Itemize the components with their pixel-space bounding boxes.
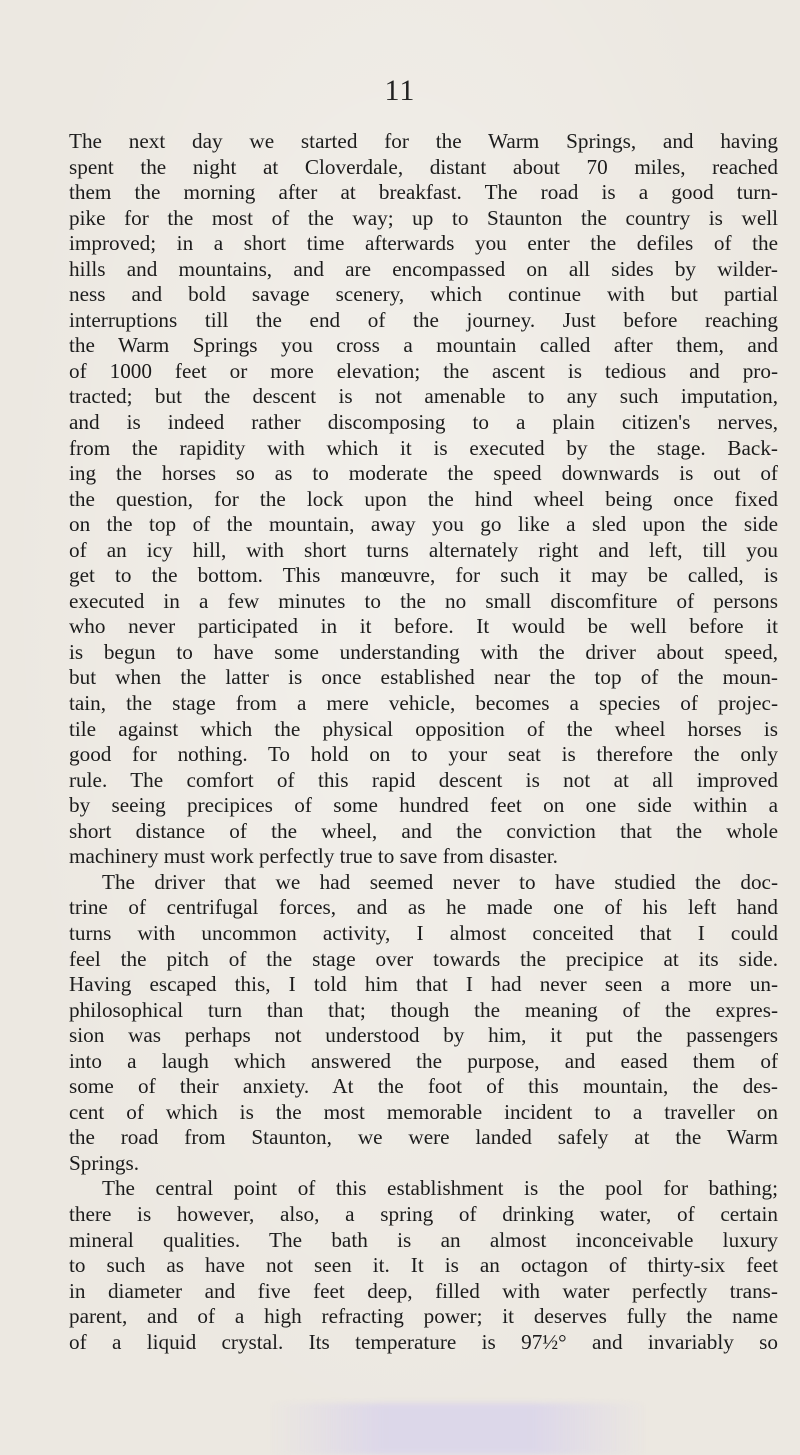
text-line: of a liquid crystal. Its temperature is 97½° and invariably so [69, 1329, 778, 1354]
text-line: some of their anxiety. At the foot of this mountain, the des- [69, 1074, 778, 1099]
text-line: rule. The comfort of this rapid descent is not at all improved [69, 767, 778, 792]
text-line: good for nothing. To hold on to your seat is therefore the only [69, 742, 778, 767]
text-line: feel the pitch of the stage over towards the precipice at its side. [69, 946, 778, 971]
text-line: tile against which the physical opposition of the wheel horses is [69, 716, 778, 741]
text-line: and is indeed rather discomposing to a plain citizen's nerves, [69, 410, 778, 435]
body-text [69, 129, 778, 1381]
text-line: Springs. [69, 1150, 140, 1175]
text-line: there is however, also, a spring of drinking water, of certain [69, 1201, 778, 1226]
text-line: mineral qualities. The bath is an almost inconceivable luxury [69, 1227, 778, 1252]
text-line: machinery must work perfectly true to save from disaster. [69, 844, 558, 869]
text-line: short distance of the wheel, and the conviction that the whole [69, 818, 778, 843]
text-line: but when the latter is once established near the top of the moun- [69, 665, 778, 690]
text-line: the Warm Springs you cross a mountain called after them, and [69, 333, 778, 358]
text-line: into a laugh which answered the purpose, and eased them of [69, 1048, 778, 1073]
text-line: the question, for the lock upon the hind wheel being once fixed [69, 486, 778, 511]
text-line: who never participated in it before. It would be well before it [69, 614, 778, 639]
text-line: tracted; but the descent is not amenable to any such imputation, [69, 384, 778, 409]
text-line: philosophical turn than that; though the meaning of the expres- [69, 997, 778, 1022]
text-line: to such as have not seen it. It is an octagon of thirty-six feet [69, 1253, 778, 1278]
text-line: turns with uncommon activity, I almost conceited that I could [69, 920, 778, 945]
text-line: on the top of the mountain, away you go like a sled upon the side [69, 512, 778, 537]
text-line: Having escaped this, I told him that I had never seen a more un- [69, 972, 778, 997]
text-line [69, 1355, 778, 1381]
text-line: pike for the most of the way; up to Staunton the country is well [69, 205, 778, 230]
text-line: hills and mountains, and are encompassed on all sides by wilder- [69, 256, 778, 281]
text-line: get to the bottom. This manœuvre, for such it may be called, is [69, 563, 778, 588]
text-line: executed in a few minutes to the no small discomfiture of persons [69, 588, 778, 613]
text-line: is begun to have some understanding with the driver about speed, [69, 639, 778, 664]
text-line: The driver that we had seemed never to have studied the doc- [102, 869, 778, 894]
text-line: by seeing precipices of some hundred feet on one side within a [69, 793, 778, 818]
page-number: 11 [384, 74, 416, 107]
paper-stain [268, 1403, 648, 1455]
text-line: parent, and of a high refracting power; it deserves fully the name [69, 1304, 778, 1329]
text-line: from the rapidity with which it is executed by the stage. Back- [69, 435, 778, 460]
text-line: sion was perhaps not understood by him, it put the passengers [69, 1023, 778, 1048]
text-line: ness and bold savage scenery, which continue with but partial [69, 282, 778, 307]
text-line: ing the horses so as to moderate the speed downwards is out of [69, 461, 778, 486]
text-line: the road from Staunton, we were landed safely at the Warm [69, 1125, 778, 1150]
text-line: of 1000 feet or more elevation; the ascent is tedious and pro- [69, 358, 778, 383]
text-line: trine of centrifugal forces, and as he made one of his left hand [69, 895, 778, 920]
text-line: in diameter and five feet deep, filled with water perfectly trans- [69, 1278, 778, 1303]
text-line: The next day we started for the Warm Springs, and having [69, 129, 778, 153]
text-line: cent of which is the most memorable incident to a traveller on [69, 1099, 778, 1124]
text-line: interruptions till the end of the journey. Just before reaching [69, 307, 778, 332]
text-line: spent the night at Cloverdale, distant about 70 miles, reached [69, 154, 778, 179]
text-line: tain, the stage from a mere vehicle, becomes a species of projec- [69, 691, 778, 716]
text-line: them the morning after at breakfast. The road is a good turn- [69, 180, 778, 205]
text-line: The central point of this establishment is the pool for bathing; [102, 1176, 778, 1201]
text-line: of an icy hill, with short turns alternately right and left, till you [69, 537, 778, 562]
text-line: improved; in a short time afterwards you enter the defiles of the [69, 231, 778, 256]
